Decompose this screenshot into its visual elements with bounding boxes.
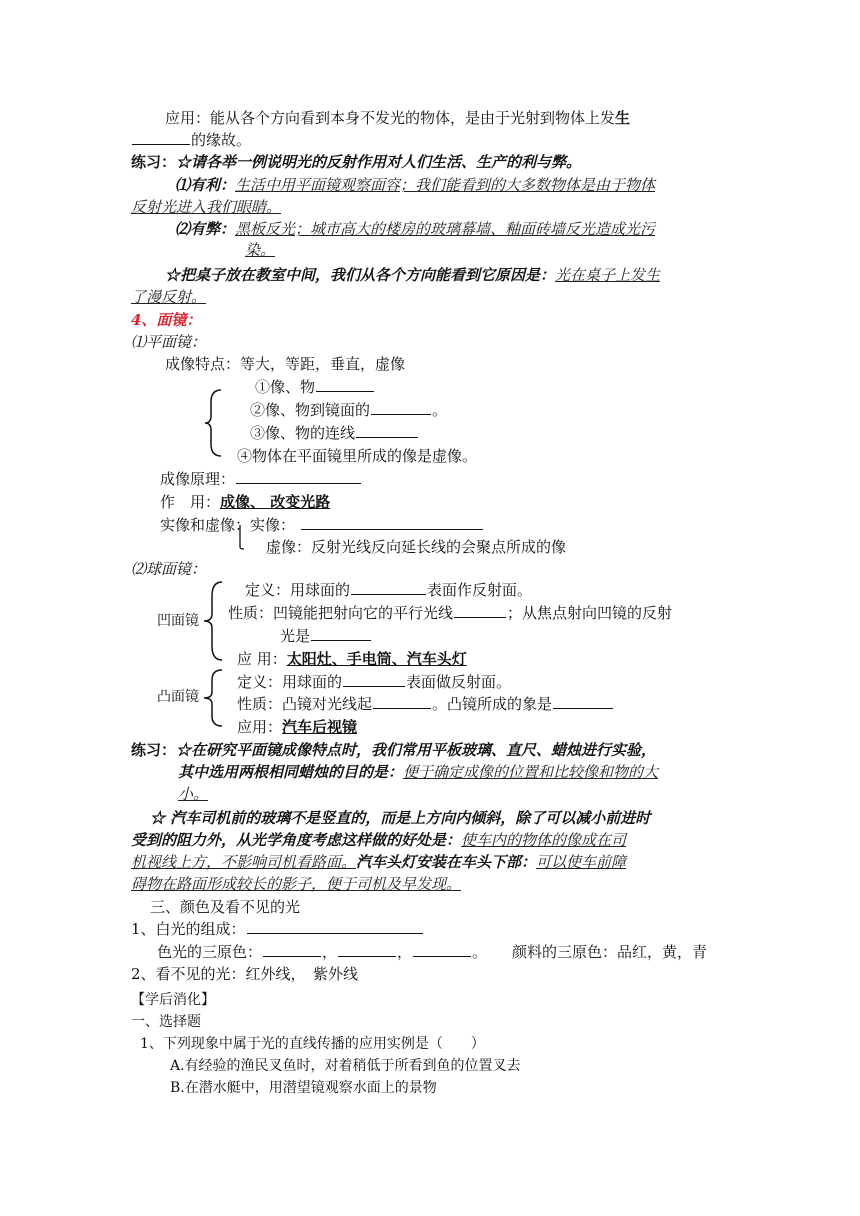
answer-blank[interactable] (343, 672, 405, 687)
intro-line-1: 应用：能从各个方向看到本身不发光的物体，是由于光射到物体上发生 (165, 109, 631, 127)
real-image-line: 实像和虚像：实像： (160, 515, 484, 535)
answer-blank[interactable] (356, 423, 418, 438)
answer-blank[interactable] (454, 603, 506, 618)
intro-line-2: 的缘故。 (131, 130, 251, 150)
practice-2-question-2: ☆ 汽车司机前的玻璃不是竖直的，而是上方向内倾斜，除了可以减小前进时 (150, 809, 651, 827)
concave-application: 应 用：太阳灶、手电筒、汽车头灯 (237, 650, 467, 668)
answer-blank[interactable] (371, 400, 431, 415)
invisible-light: 2、看不见的光：红外线， 紫外线 (131, 965, 359, 983)
convex-property: 性质：凸镜对光线起 。凸镜所成的象是 (237, 694, 614, 714)
desk-question: ☆把桌子放在教室中间，我们从各个方向能看到它原因是：光在桌子上发生 (165, 266, 661, 284)
option-b[interactable]: B.在潜水艇中，用潜望镜观察水面上的景物 (170, 1080, 437, 1096)
answer-blank[interactable] (316, 377, 374, 392)
option-a[interactable]: A.有经验的渔民叉鱼时，对着稍低于所看到鱼的位置叉去 (170, 1058, 521, 1074)
desk-answer-2: 了漫反射。 (131, 288, 207, 306)
practice-1-question: 练习：☆请各举一例说明光的反射作用对人们生活、生产的利与弊。 (131, 153, 582, 171)
benefit-line-2: 反射光进入我们眼睛。 (131, 198, 282, 216)
answer-blank[interactable] (301, 515, 483, 530)
primary-pigment-colors: 颜料的三原色：品红，黄，青 (512, 943, 708, 961)
color-section-heading: 三、颜色及看不见的光 (150, 898, 301, 916)
answer-blank[interactable] (132, 130, 190, 145)
feature-item-4: ④物体在平面镜里所成的像是虚像。 (237, 447, 478, 465)
practice-2-answer-2b: 机视线上方，不影响司机看路面。汽车头灯安装在车头下部：可以使车前障 (131, 853, 627, 871)
small-brace-icon (234, 525, 246, 551)
mirror-heading: 4、面镜： (131, 311, 202, 329)
concave-mirror-label: 凹面镜 (157, 613, 199, 629)
left-brace-icon (200, 668, 226, 730)
practice-2-answer-1b: 小。 (178, 785, 209, 803)
answer-blank[interactable] (263, 942, 321, 957)
harm-line-1: ⑵有弊：黑板反光；城市高大的楼房的玻璃幕墙、釉面砖墙反光造成光污 (175, 220, 656, 238)
digest-heading: 【学后消化】 (131, 992, 215, 1008)
feature-item-1: ①像、物 (255, 377, 375, 397)
answer-blank[interactable] (373, 694, 431, 709)
concave-property-2: 光是 (280, 626, 372, 646)
practice-2-question-1b: 其中选用两根相同蜡烛的目的是：便于确定成像的位置和比较像和物的大 (178, 763, 659, 781)
white-light-composition: 1、白光的组成： (131, 919, 424, 939)
virtual-image-line: 虚像：反射光线反向延长线的会聚点所成的像 (266, 538, 567, 556)
answer-blank[interactable] (247, 919, 423, 934)
answer-blank[interactable] (311, 626, 371, 641)
imaging-features: 成像特点：等大，等距，垂直，虚像 (165, 355, 406, 373)
answer-blank[interactable] (351, 580, 426, 595)
answer-blank[interactable] (553, 694, 613, 709)
answer-blank[interactable] (236, 469, 361, 484)
benefit-line-1: ⑴有利：生活中用平面镜观察面容；我们能看到的大多数物体是由于物体 (175, 176, 656, 194)
concave-definition: 定义：用球面的 表面作反射面。 (245, 581, 533, 599)
mirror-function: 作 用：成像、 改变光路 (160, 493, 331, 511)
feature-item-3: ③像、物的连线 (250, 423, 419, 443)
plane-mirror-heading: ⑴平面镜： (131, 333, 207, 351)
concave-property: 性质：凹镜能把射向它的平行光线 ；从焦点射向凹镜的反射 (228, 604, 673, 622)
feature-item-2: ②像、物到镜面的 。 (250, 401, 448, 419)
imaging-principle: 成像原理： (160, 469, 362, 489)
answer-blank[interactable] (338, 942, 396, 957)
choice-section-heading: 一、选择题 (131, 1014, 201, 1030)
left-brace-icon (200, 580, 226, 664)
convex-application: 应用：汽车后视镜 (237, 718, 358, 736)
spherical-mirror-heading: ⑵球面镜： (131, 560, 207, 578)
practice-2-answer-3b: 碍物在路面形成较长的影子，便于司机及早发现。 (131, 875, 462, 893)
harm-line-2: 染。 (245, 241, 276, 259)
practice-2-question-1: 练习：☆在研究平面镜成像特点时，我们常用平板玻璃、直尺、蜡烛进行实验， (131, 741, 657, 759)
answer-blank[interactable] (413, 942, 471, 957)
convex-definition: 定义：用球面的 表面做反射面。 (237, 673, 512, 691)
left-brace-icon (203, 388, 225, 458)
practice-2-question-2b: 受到的阻力外，从光学角度考虑这样做的好处是：使车内的物体的像成在司 (131, 831, 627, 849)
question-1: 1、下列现象中属于光的直线传播的应用实例是（ ） (140, 1036, 485, 1052)
convex-mirror-label: 凸面镜 (157, 689, 199, 705)
primary-light-colors: 色光的三原色： ， ， 。 (157, 943, 488, 961)
